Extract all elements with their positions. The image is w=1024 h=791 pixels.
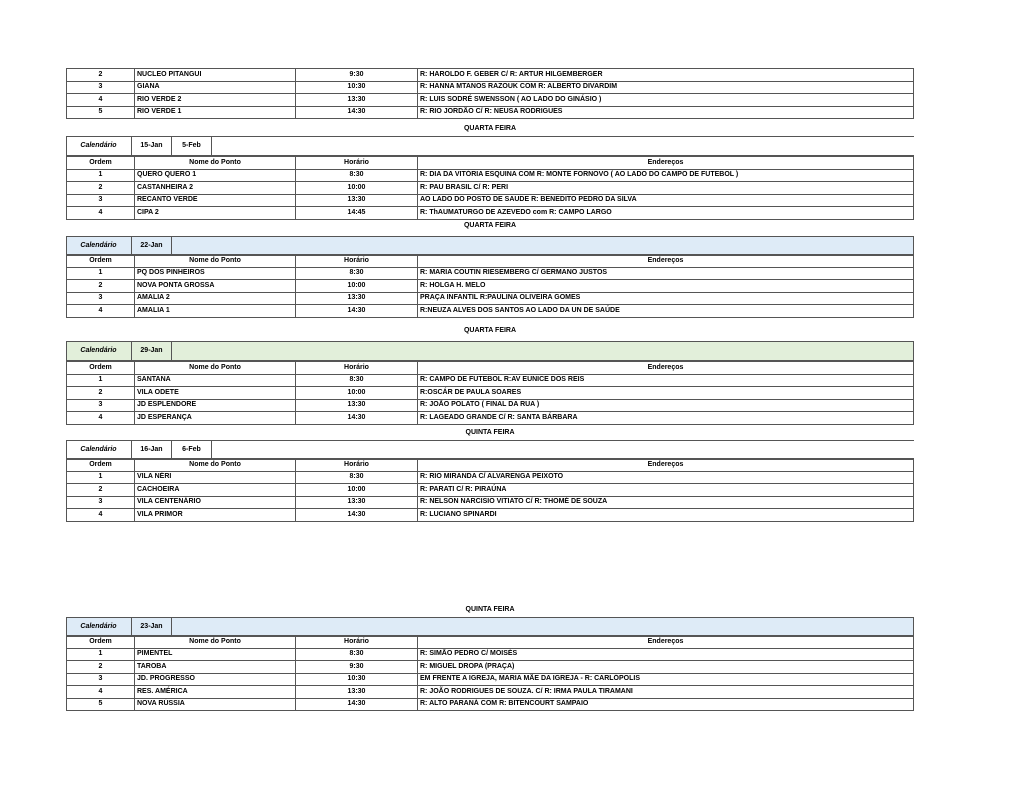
- cell-endereco: R: RIO JORDÃO C/ R: NEUSA RODRIGUES: [418, 106, 914, 119]
- day-heading: QUARTA FEIRA: [463, 222, 517, 229]
- cell-nome: RIO VERDE 2: [135, 94, 296, 107]
- cell-nome: RECANTO VERDE: [135, 194, 296, 207]
- cell-nome: GIANA: [135, 81, 296, 94]
- header-horario: Horário: [296, 255, 418, 268]
- cell-endereco: R: CAMPO DE FUTEBOL R:AV EUNICE DOS REIS: [418, 374, 914, 387]
- table: [66, 635, 914, 711]
- cell-horario: 13:30: [296, 686, 418, 699]
- cell-horario: 13:30: [296, 496, 418, 509]
- cell-horario: 14:30: [296, 509, 418, 522]
- calendar-date: 23-Jan: [132, 617, 172, 637]
- cell-horario: 13:30: [296, 292, 418, 305]
- cell-horario: 10:00: [296, 280, 418, 293]
- cell-ordem: 1: [67, 374, 135, 387]
- calendar-date: 15-Jan: [132, 136, 172, 156]
- header-nome: Nome do Ponto: [135, 636, 296, 649]
- cell-endereco: R: LAGEADO GRANDE C/ R: SANTA BÁRBARA: [418, 412, 914, 425]
- table-header-row: [67, 362, 914, 375]
- cell-endereco: R: HOLGA H. MELO: [418, 280, 914, 293]
- cell-nome: NOVA PONTA GROSSA: [135, 280, 296, 293]
- cell-endereco: R: NELSON NARCISIO VITIATO C/ R: THOMÉ DE SOUZA: [418, 496, 914, 509]
- cell-ordem: 1: [67, 267, 135, 280]
- schedule-table: [66, 254, 914, 318]
- cell-nome: NUCLEO PITANGUI: [135, 69, 296, 82]
- calendar-background: [66, 341, 914, 361]
- cell-nome: AMALIA 1: [135, 305, 296, 318]
- cell-endereco: R: LUCIANO SPINARDI: [418, 509, 914, 522]
- header-endereco: Endereços: [418, 459, 914, 472]
- cell-horario: 14:30: [296, 698, 418, 711]
- cell-nome: CACHOEIRA: [135, 484, 296, 497]
- calendar-date: 5-Feb: [172, 136, 212, 156]
- header-nome: Nome do Ponto: [135, 459, 296, 472]
- cell-endereco: R: JOÃO RODRIGUES DE SOUZA. C/ R: IRMA PAULA TIRAMANI: [418, 686, 914, 699]
- table-row: [67, 267, 914, 280]
- cell-horario: 10:30: [296, 81, 418, 94]
- table: [66, 361, 914, 425]
- schedule-table: [66, 361, 914, 425]
- cell-horario: 8:30: [296, 471, 418, 484]
- table-row: [67, 496, 914, 509]
- cell-ordem: 1: [67, 471, 135, 484]
- table-row: [67, 280, 914, 293]
- cell-ordem: 2: [67, 661, 135, 674]
- table-row: [67, 169, 914, 182]
- cell-nome: RIO VERDE 1: [135, 106, 296, 119]
- cell-horario: 14:30: [296, 106, 418, 119]
- cell-endereco: R: ALTO PARANÁ COM R: BITENCOURT SAMPAIO: [418, 698, 914, 711]
- cell-horario: 8:30: [296, 374, 418, 387]
- calendar-row: [66, 236, 914, 256]
- table-row: [67, 207, 914, 220]
- cell-nome: RES. AMÉRICA: [135, 686, 296, 699]
- day-heading: QUINTA FEIRA: [465, 429, 515, 436]
- table-row: [67, 399, 914, 412]
- calendar-row: [66, 617, 914, 637]
- calendar-label: Calendário: [66, 440, 132, 460]
- calendar-row: [66, 440, 914, 460]
- table-row: [67, 698, 914, 711]
- calendar-background: [66, 236, 914, 256]
- cell-horario: 8:30: [296, 267, 418, 280]
- calendar-date: 16-Jan: [132, 440, 172, 460]
- table-header-row: [67, 255, 914, 268]
- cell-ordem: 3: [67, 673, 135, 686]
- cell-endereco: R: MIGUEL DROPA (PRAÇA): [418, 661, 914, 674]
- cell-horario: 10:00: [296, 182, 418, 195]
- table-row: [67, 387, 914, 400]
- cell-ordem: 1: [67, 648, 135, 661]
- cell-horario: 10:30: [296, 673, 418, 686]
- table-row: [67, 182, 914, 195]
- table-row: [67, 471, 914, 484]
- table-row: [67, 686, 914, 699]
- header-endereco: Endereços: [418, 636, 914, 649]
- day-heading: QUINTA FEIRA: [465, 606, 515, 613]
- day-heading: QUARTA FEIRA: [463, 125, 517, 132]
- cell-ordem: 2: [67, 280, 135, 293]
- header-ordem: Ordem: [67, 636, 135, 649]
- cell-nome: JD ESPLENDORE: [135, 399, 296, 412]
- cell-ordem: 3: [67, 81, 135, 94]
- header-ordem: Ordem: [67, 362, 135, 375]
- cell-endereco: R: HAROLDO F. GEBER C/ R: ARTUR HILGEMBERGER: [418, 69, 914, 82]
- cell-endereco: PRAÇA INFANTIL R:PAULINA OLIVEIRA GOMES: [418, 292, 914, 305]
- table-row: [67, 69, 914, 82]
- cell-nome: VILA ODETE: [135, 387, 296, 400]
- header-ordem: Ordem: [67, 157, 135, 170]
- cell-endereco: R: PARATI C/ R: PIRAÚNA: [418, 484, 914, 497]
- table-row: [67, 81, 914, 94]
- schedule-table: [66, 68, 914, 119]
- schedule-table: [66, 458, 914, 522]
- cell-ordem: 4: [67, 94, 135, 107]
- calendar-background: [66, 617, 914, 637]
- cell-nome: NOVA RÚSSIA: [135, 698, 296, 711]
- cell-nome: CIPA 2: [135, 207, 296, 220]
- header-nome: Nome do Ponto: [135, 255, 296, 268]
- cell-nome: PQ DOS PINHEIROS: [135, 267, 296, 280]
- cell-nome: CASTANHEIRA 2: [135, 182, 296, 195]
- table-row: [67, 194, 914, 207]
- cell-horario: 13:30: [296, 94, 418, 107]
- cell-horario: 14:30: [296, 305, 418, 318]
- table-row: [67, 412, 914, 425]
- cell-endereco: R: MARIA COUTIN RIESEMBERG C/ GERMANO JUSTOS: [418, 267, 914, 280]
- table-header-row: [67, 459, 914, 472]
- table: [66, 254, 914, 318]
- table-row: [67, 305, 914, 318]
- header-nome: Nome do Ponto: [135, 157, 296, 170]
- cell-endereco: R:NEUZA ALVES DOS SANTOS AO LADO DA UN DE SAÚDE: [418, 305, 914, 318]
- header-horario: Horário: [296, 157, 418, 170]
- header-ordem: Ordem: [67, 255, 135, 268]
- header-endereco: Endereços: [418, 157, 914, 170]
- cell-ordem: 2: [67, 387, 135, 400]
- table-row: [67, 94, 914, 107]
- schedule-table: [66, 156, 914, 220]
- cell-endereco: R: HANNA MTANOS RAZOUK COM R: ALBERTO DIVARDIM: [418, 81, 914, 94]
- cell-nome: SANTANA: [135, 374, 296, 387]
- cell-endereco: R: JOÃO POLATO ( FINAL DA RUA ): [418, 399, 914, 412]
- cell-nome: JD. PROGRESSO: [135, 673, 296, 686]
- cell-endereco: AO LADO DO POSTO DE SAUDE R: BENEDITO PEDRO DA SILVA: [418, 194, 914, 207]
- cell-nome: JD ESPERANÇA: [135, 412, 296, 425]
- cell-ordem: 2: [67, 484, 135, 497]
- cell-ordem: 3: [67, 194, 135, 207]
- schedule-table: [66, 635, 914, 711]
- cell-nome: AMALIA 2: [135, 292, 296, 305]
- cell-nome: VILA PRIMOR: [135, 509, 296, 522]
- cell-horario: 14:45: [296, 207, 418, 220]
- calendar-date: 22-Jan: [132, 236, 172, 256]
- cell-endereco: R: ThAUMATURGO DE AZEVEDO com R: CAMPO LARGO: [418, 207, 914, 220]
- cell-horario: 8:30: [296, 169, 418, 182]
- calendar-label: Calendário: [66, 341, 132, 361]
- table-row: [67, 106, 914, 119]
- cell-ordem: 3: [67, 496, 135, 509]
- cell-ordem: 3: [67, 399, 135, 412]
- header-horario: Horário: [296, 362, 418, 375]
- cell-ordem: 4: [67, 207, 135, 220]
- cell-endereco: R: SIMÃO PEDRO C/ MOISÉS: [418, 648, 914, 661]
- table-row: [67, 484, 914, 497]
- cell-horario: 8:30: [296, 648, 418, 661]
- calendar-date: 29-Jan: [132, 341, 172, 361]
- cell-ordem: 4: [67, 412, 135, 425]
- cell-horario: 14:30: [296, 412, 418, 425]
- cell-ordem: 1: [67, 169, 135, 182]
- cell-ordem: 5: [67, 106, 135, 119]
- header-endereco: Endereços: [418, 255, 914, 268]
- cell-endereco: EM FRENTE A IGREJA, MARIA MÃE DA IGREJA - R: CARLÓPOLIS: [418, 673, 914, 686]
- table-row: [67, 673, 914, 686]
- cell-nome: QUERO QUERO 1: [135, 169, 296, 182]
- cell-ordem: 2: [67, 182, 135, 195]
- table: [66, 68, 914, 119]
- cell-ordem: 4: [67, 305, 135, 318]
- cell-nome: PIMENTEL: [135, 648, 296, 661]
- cell-endereco: R:OSCÁR DE PAULA SOARES: [418, 387, 914, 400]
- day-heading: QUARTA FEIRA: [463, 327, 517, 334]
- header-ordem: Ordem: [67, 459, 135, 472]
- calendar-label: Calendário: [66, 136, 132, 156]
- header-endereco: Endereços: [418, 362, 914, 375]
- cell-endereco: R: RIO MIRANDA C/ ALVARENGA PEIXOTO: [418, 471, 914, 484]
- cell-nome: VILA CENTENÁRIO: [135, 496, 296, 509]
- cell-ordem: 4: [67, 686, 135, 699]
- calendar-row: [66, 341, 914, 361]
- cell-horario: 9:30: [296, 69, 418, 82]
- calendar-date: 6-Feb: [172, 440, 212, 460]
- cell-ordem: 5: [67, 698, 135, 711]
- cell-endereco: R: DIA DA VITÓRIA ESQUINA COM R: MONTE FORNOVO ( AO LADO DO CAMPO DE FUTEBOL ): [418, 169, 914, 182]
- cell-nome: TAROBA: [135, 661, 296, 674]
- table-row: [67, 661, 914, 674]
- cell-endereco: R: LUIS SODRÉ SWENSSON ( AO LADO DO GINÁSIO ): [418, 94, 914, 107]
- calendar-row: [66, 136, 914, 156]
- cell-horario: 13:30: [296, 194, 418, 207]
- header-horario: Horário: [296, 636, 418, 649]
- cell-ordem: 2: [67, 69, 135, 82]
- cell-horario: 13:30: [296, 399, 418, 412]
- cell-horario: 10:00: [296, 387, 418, 400]
- table: [66, 156, 914, 220]
- cell-ordem: 3: [67, 292, 135, 305]
- header-nome: Nome do Ponto: [135, 362, 296, 375]
- table-row: [67, 374, 914, 387]
- table-row: [67, 509, 914, 522]
- header-horario: Horário: [296, 459, 418, 472]
- table-row: [67, 292, 914, 305]
- table-row: [67, 648, 914, 661]
- calendar-label: Calendário: [66, 617, 132, 637]
- cell-horario: 10:00: [296, 484, 418, 497]
- cell-nome: VILA NÉRI: [135, 471, 296, 484]
- table-header-row: [67, 636, 914, 649]
- table-header-row: [67, 157, 914, 170]
- calendar-label: Calendário: [66, 236, 132, 256]
- cell-ordem: 4: [67, 509, 135, 522]
- table: [66, 458, 914, 522]
- cell-horario: 9:30: [296, 661, 418, 674]
- cell-endereco: R: PAU BRASIL C/ R: PERI: [418, 182, 914, 195]
